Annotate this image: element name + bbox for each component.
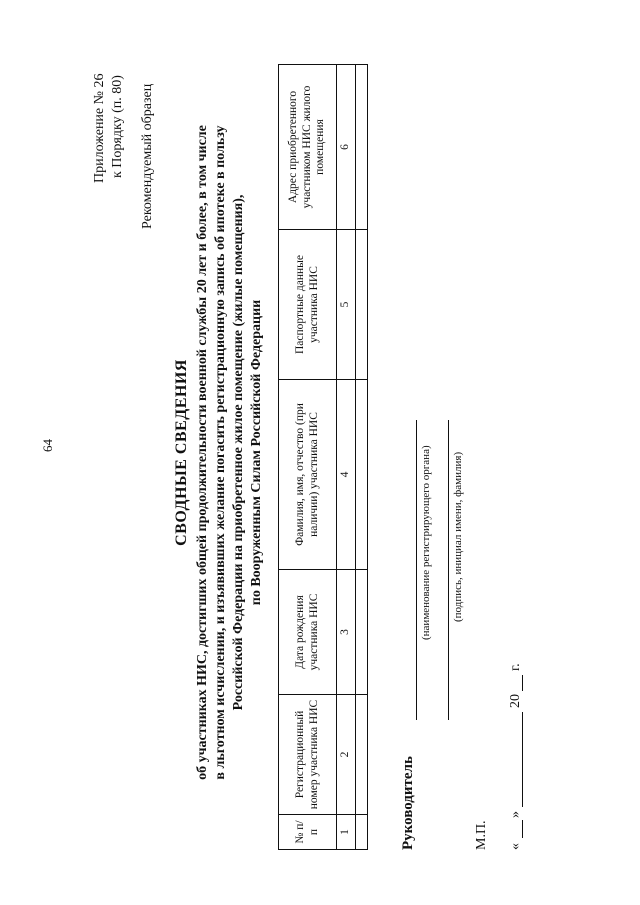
organ-name-line bbox=[404, 420, 417, 720]
column-number-cell: 6 bbox=[337, 65, 356, 230]
column-number-cell: 3 bbox=[337, 570, 356, 695]
stamp-label: М.П. bbox=[474, 820, 489, 850]
table-empty-cell bbox=[355, 65, 367, 230]
organ-name-caption: (наименование регистрирующего органа) bbox=[420, 445, 432, 640]
date-year-prefix: 20 bbox=[508, 694, 523, 708]
table-empty-cell bbox=[355, 230, 367, 380]
date-open-quote: « bbox=[508, 843, 523, 850]
document-subtitle-line3: Российской Федерации на приобретенное жилое помещение (жилые помещения), bbox=[231, 194, 246, 711]
date-month-line bbox=[512, 712, 523, 807]
date-day-line bbox=[512, 820, 523, 838]
head-label: Руководитель bbox=[400, 756, 416, 850]
column-number-cell: 5 bbox=[337, 230, 356, 380]
table-number-row bbox=[337, 65, 356, 850]
page-number: 64 bbox=[40, 439, 55, 452]
date-year-line bbox=[512, 675, 523, 691]
date-close-quote: » bbox=[508, 811, 523, 818]
annex-sample-note: Рекомендуемый образец bbox=[140, 83, 155, 229]
document-subtitle-line2: в льготном исчислении, и изъявивших желание погасить регистрационную запись об ипотеке в пользу bbox=[213, 125, 228, 780]
annex-number: Приложение № 26 bbox=[92, 73, 107, 183]
header-cell-full-name: Фамилия, имя, отчество (при наличии) участника НИС bbox=[279, 380, 337, 570]
document-subtitle-line4: по Вооруженным Силам Российской Федерации bbox=[249, 299, 264, 606]
column-number-cell: 2 bbox=[337, 695, 356, 815]
document-title: СВОДНЫЕ СВЕДЕНИЯ bbox=[173, 359, 190, 546]
data-table bbox=[278, 64, 368, 850]
date-year-suffix: г. bbox=[508, 663, 523, 671]
header-cell-reg-number: Регистрационный номер участника НИС bbox=[279, 695, 337, 815]
signature-caption: (подпись, инициал имени, фамилия) bbox=[452, 451, 464, 622]
header-cell-address: Адрес приобретенного участником НИС жилого помещения bbox=[279, 65, 337, 230]
table-empty-cell bbox=[355, 380, 367, 570]
header-cell-number: № п/п bbox=[279, 815, 337, 850]
signature-line bbox=[438, 420, 449, 720]
document-subtitle-line1: об участниках НИС, достигших общей продолжительности военной службы 20 лет и более, в том числе bbox=[195, 125, 210, 780]
header-cell-passport: Паспортные данные участника НИС bbox=[279, 230, 337, 380]
table-header-row bbox=[279, 65, 337, 850]
table-empty-cell bbox=[355, 695, 367, 815]
header-cell-birth-date: Дата рождения участника НИС bbox=[279, 570, 337, 695]
table-empty-row bbox=[355, 65, 367, 850]
column-number-cell: 4 bbox=[337, 380, 356, 570]
table-empty-cell bbox=[355, 570, 367, 695]
column-number-cell: 1 bbox=[337, 815, 356, 850]
table-empty-cell bbox=[355, 815, 367, 850]
annex-reference: к Порядку (п. 80) bbox=[110, 75, 125, 178]
